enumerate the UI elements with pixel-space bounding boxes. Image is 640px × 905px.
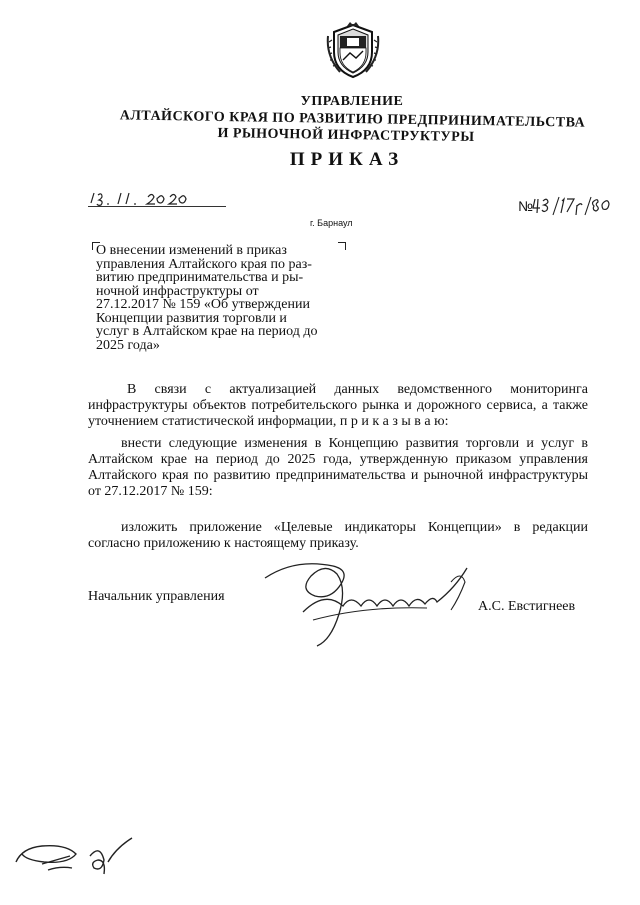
subject-line: витию предпринимательства и ры-	[96, 270, 304, 285]
subject-line: 27.12.2017 № 159 «Об утверждении	[96, 297, 310, 312]
subject-line: О внесении изменений в приказ	[96, 243, 287, 258]
subject-line: Концепции развития торговли и	[96, 310, 287, 326]
agency-name-line-1: УПРАВЛЕНИЕ	[300, 94, 404, 109]
handwritten-initials-mark	[12, 826, 134, 884]
signatory-name: А.С. Евстигнеев	[478, 599, 576, 614]
coat-of-arms-emblem	[326, 22, 380, 80]
number-prefix: №	[518, 198, 534, 214]
signatory-role: Начальник управления	[88, 589, 225, 604]
agency-name-line-2: АЛТАЙСКОГО КРАЯ ПО РАЗВИТИЮ ПРЕДПРИНИМАТЕЛЬСТВА	[119, 108, 586, 131]
handwritten-signature	[255, 548, 470, 650]
document-type-title: ПРИКАЗ	[289, 149, 405, 170]
body-paragraph-amendment: изложить приложение «Целевые индикаторы Концепции» в редакции согласно приложению к настоящему приказу.	[88, 520, 588, 551]
order-subject	[96, 244, 344, 364]
subject-line: 2025 года»	[96, 337, 160, 353]
handwritten-order-number	[531, 195, 613, 217]
subject-line: услуг в Алтайском крае на период до	[96, 324, 318, 339]
subject-line: ночной инфраструктуры от	[96, 283, 259, 299]
body-paragraph-directive: внести следующие изменения в Концепцию развития торговли и услуг в Алтайском крае на период до 2025 года, утвержденную приказом управления Алтайского края по развитию предпринимательства и рыночной инфраструктуры от 27.12.2017 № 159:	[88, 436, 588, 499]
body-paragraph-preamble: В связи с актуализацией данных ведомственного мониторинга инфраструктуры объектов потребительского рынка и дорожного сервиса, а также уточнением статистической информации, п р и к а з ы в а ю:	[88, 382, 588, 429]
city-label: г. Барнаул	[310, 218, 353, 228]
date-underline	[88, 206, 226, 207]
agency-name-line-3: И РЫНОЧНОЙ ИНФРАСТРУКТУРЫ	[217, 125, 475, 146]
subject-line: управления Алтайского края по раз-	[96, 256, 312, 272]
